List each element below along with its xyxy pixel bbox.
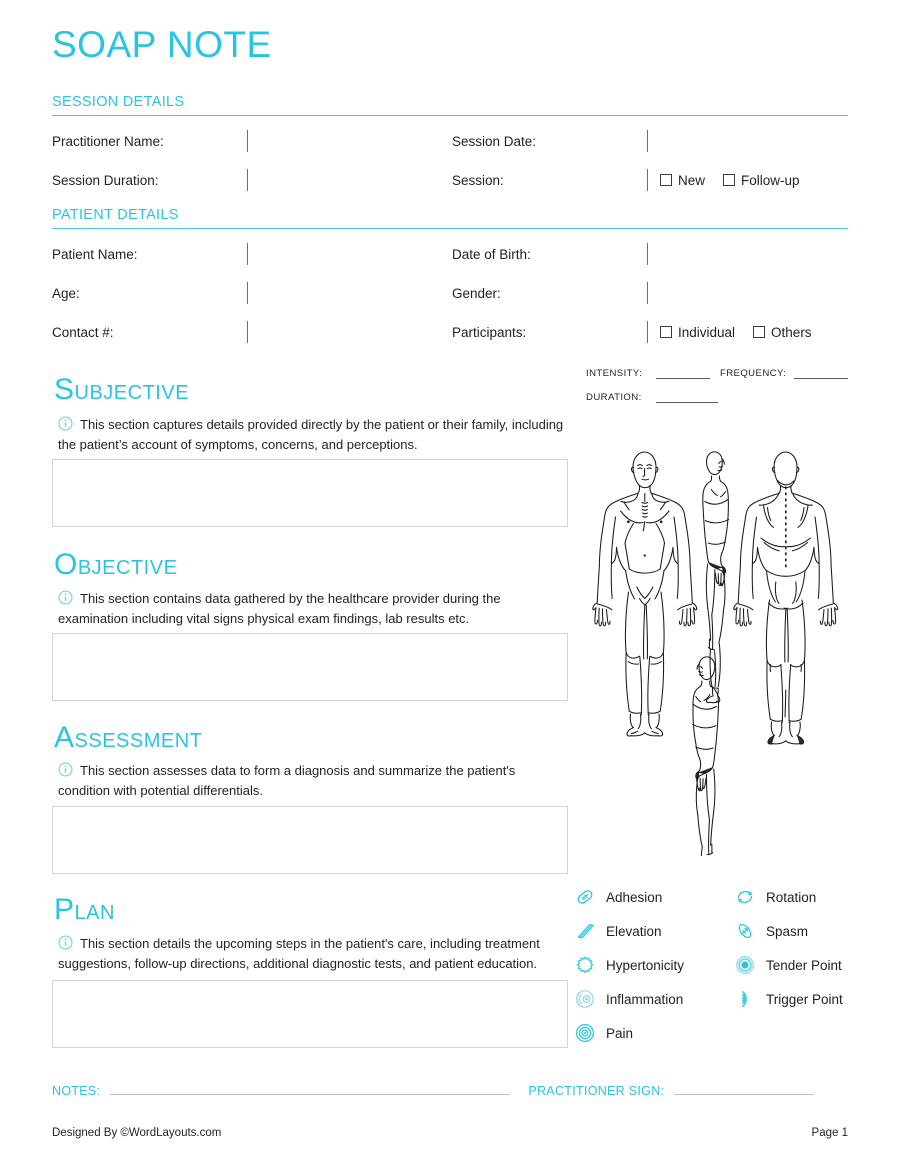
info-icon [58,935,73,955]
pain-metrics-group [586,368,848,416]
checkbox-label: New [678,172,706,188]
field-session-date [452,128,660,154]
table-row [52,128,848,154]
legend-item-trigger-point[interactable] [734,988,860,1010]
elevation-icon [574,920,596,942]
participants-checkbox-group [660,325,812,340]
footer-credit: Designed By ©WordLayouts.com [52,1127,222,1139]
info-icon [58,762,73,782]
section-heading-subjective [54,373,189,407]
section-rest: SSESSMENT [74,730,203,752]
session-details-band [52,94,848,116]
field-divider [647,282,648,304]
lateral-body-view-lower [693,657,719,856]
section-initial: S [54,373,75,406]
section-rest: UBJECTIVE [74,382,190,404]
section-heading-plan [54,893,115,927]
legend-item-pain[interactable] [574,1022,734,1044]
field-divider [247,130,248,152]
checkbox-box-icon[interactable] [723,174,735,186]
legend-label: Elevation [606,923,662,939]
legend-item-rotation[interactable] [734,886,860,908]
legend-item-tender-point[interactable] [734,954,860,976]
body-chart-diagram[interactable] [578,445,858,863]
legend-item-spasm[interactable] [734,920,860,942]
section-description-text: This section assesses data to form a diagnosis and summarize the patient's condition with potential differentials. [58,763,516,799]
section-rest: LAN [74,902,115,924]
field-label: Practitioner Name: [52,133,164,149]
lateral-body-view-upper [703,452,729,703]
field-divider [647,130,648,152]
footer-signature-row [52,1084,848,1098]
info-icon [58,590,73,610]
inflammation-icon [574,988,596,1010]
legend-item-adhesion[interactable] [574,886,734,908]
checkbox-session-followup[interactable] [723,173,800,188]
practitioner-sign-label: PRACTITIONER SIGN: [528,1084,665,1098]
field-label: Contact #: [52,324,114,340]
checkbox-box-icon[interactable] [753,326,765,338]
field-label: Session Date: [452,133,537,149]
patient-details-band [52,207,848,229]
metric-row-intensity-frequency [586,368,848,379]
legend-item-elevation[interactable] [574,920,734,942]
section-description-objective [58,590,570,629]
field-label: Session: [452,172,504,188]
table-row [52,319,848,345]
info-icon [58,416,73,436]
section-heading-assessment [54,721,202,755]
section-description-plan [58,935,570,974]
field-patient-name [52,241,452,267]
page-number: Page 1 [811,1127,848,1139]
field-label: Participants: [452,324,527,340]
field-divider [647,169,648,191]
field-gender [452,280,660,306]
frequency-input[interactable] [794,377,848,379]
checkbox-participants-others[interactable] [753,325,812,340]
intensity-input[interactable] [656,377,710,379]
field-label: Age: [52,285,80,301]
tender-point-icon [734,954,756,976]
checkbox-box-icon[interactable] [660,326,672,338]
section-heading-objective [54,548,177,582]
legend-label: Adhesion [606,889,663,905]
section-description-text: This section details the upcoming steps in the patient's care, including treatment suggestions, follow-up directions, additional diagnostic tests, and patient education. [58,936,540,972]
section-description-subjective [58,416,570,455]
legend-label: Pain [606,1025,634,1041]
adhesion-icon [574,886,596,908]
assessment-entry-box[interactable] [52,806,568,874]
section-description-assessment [58,762,570,801]
field-divider [647,321,648,343]
session-type-checkbox-group [660,173,800,188]
legend-item-hypertonicity[interactable] [574,954,734,976]
legend-item-inflammation[interactable] [574,988,734,1010]
checkbox-label: Follow-up [741,172,800,188]
legend-label: Spasm [766,923,809,939]
field-date-of-birth [452,241,660,267]
field-divider [647,243,648,265]
hypertonicity-icon [574,954,596,976]
notes-input[interactable] [110,1093,510,1095]
legend-label: Trigger Point [766,991,843,1007]
metric-row-duration [586,392,848,403]
field-session-type [452,167,800,193]
trigger-point-icon [734,988,756,1010]
frequency-label: FREQUENCY: [719,368,787,379]
field-divider [247,282,248,304]
marking-legend [574,880,860,1050]
checkbox-label: Others [771,324,812,340]
field-label: Session Duration: [52,172,159,188]
legend-label: Inflammation [606,991,684,1007]
field-age [52,280,452,306]
checkbox-box-icon[interactable] [660,174,672,186]
section-description-text: This section contains data gathered by the healthcare provider during the examination including vital signs physical exam findings, lab results etc. [58,591,501,627]
field-label: Gender: [452,285,501,301]
section-description-text: This section captures details provided directly by the patient or their family, including the patient’s account of symptoms, concerns, and perceptions. [58,417,564,453]
checkbox-participants-individual[interactable] [660,325,735,340]
patient-details-rule [52,228,848,229]
field-session-duration [52,167,452,193]
field-divider [247,321,248,343]
notes-label: NOTES: [52,1084,101,1098]
plan-entry-box[interactable] [52,980,568,1048]
section-initial: O [54,548,78,581]
page-title: SOAP NOTE [52,24,272,65]
legend-label: Rotation [766,889,817,905]
legend-label: Hypertonicity [606,957,685,973]
field-divider [247,169,248,191]
practitioner-sign-input[interactable] [674,1093,814,1095]
field-participants [452,319,812,345]
checkbox-session-new[interactable] [660,173,705,188]
field-label: Date of Birth: [452,246,531,262]
checkbox-label: Individual [678,324,736,340]
anterior-body-view [593,452,697,736]
intensity-label: INTENSITY: [586,368,643,379]
legend-label: Tender Point [766,957,842,973]
spasm-icon [734,920,756,942]
session-details-rule [52,115,848,116]
pain-icon [574,1022,596,1044]
section-rest: BJECTIVE [77,557,178,579]
field-practitioner-name [52,128,452,154]
rotation-icon [734,886,756,908]
subjective-entry-box[interactable] [52,459,568,527]
session-details-label: SESSION DETAILS [52,94,185,110]
table-row [52,241,848,267]
patient-details-label: PATIENT DETAILS [52,207,179,223]
section-initial: P [54,893,75,926]
objective-entry-box[interactable] [52,633,568,701]
field-label: Patient Name: [52,246,138,262]
field-contact-number [52,319,452,345]
posterior-body-view [734,452,838,744]
table-row [52,167,848,193]
duration-input[interactable] [656,401,718,403]
section-initial: A [54,721,75,754]
field-divider [247,243,248,265]
duration-label: DURATION: [586,392,642,403]
table-row [52,280,848,306]
